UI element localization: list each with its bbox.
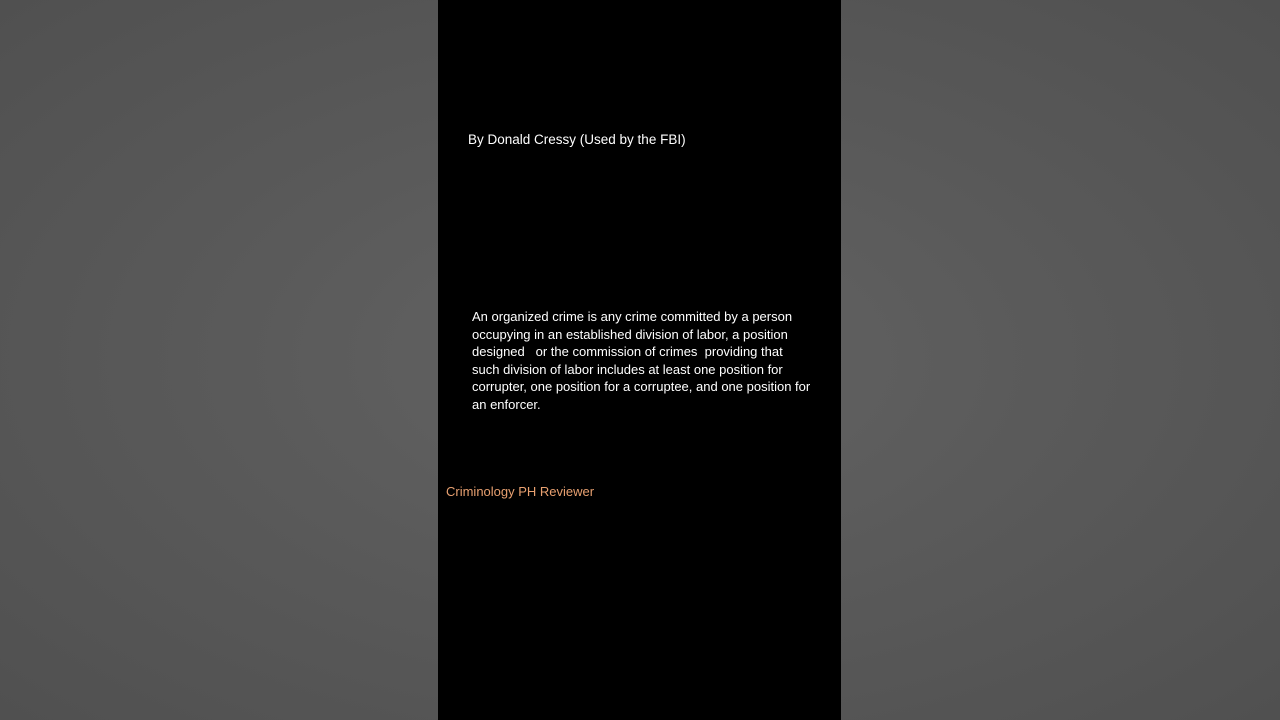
- blurred-backdrop-right: [841, 0, 1280, 720]
- channel-watermark: Criminology PH Reviewer: [446, 484, 595, 499]
- source-attribution-text: By Donald Cressy (Used by the FBI): [468, 132, 686, 147]
- video-frame[interactable]: [438, 0, 841, 720]
- definition-text: An organized crime is any crime committed by a person occupying in an established division of labor, a position designed or the commission of crimes providing that such division of labor includes at least one position for corrupter, one position for a corruptee, and one position for an enforcer.: [472, 309, 814, 412]
- blurred-backdrop-left: [0, 0, 438, 720]
